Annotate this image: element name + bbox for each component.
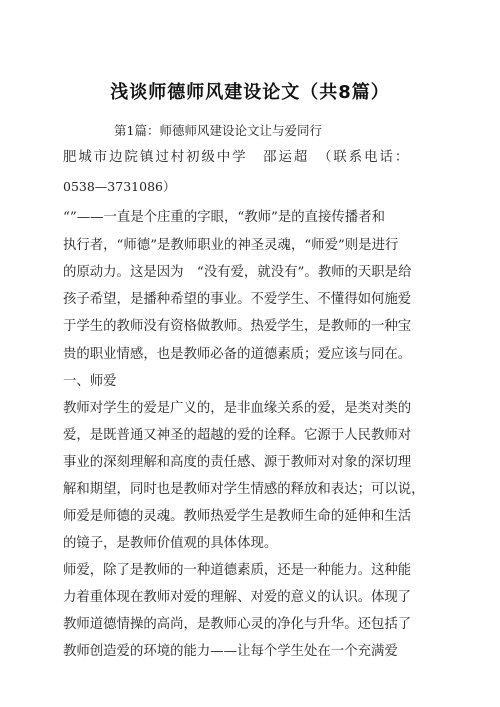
paragraph-3-line: 教师道德情操的高尚，是教师心灵的净化与升华。还包括了 xyxy=(63,617,412,632)
paragraph-2-line: 爱，是既普通又神圣的超越的爱的诠释。它源于人民教师对 xyxy=(63,428,412,443)
paragraph-2-line: 教师对学生的爱是广义的，是非血缘关系的爱，是类对类的 xyxy=(63,401,412,416)
paragraph-1-line: 的原动力。这是因为 “没有爱，就没有”。教师的天职是给 xyxy=(63,265,412,280)
author-line: 肥城市边院镇过村初级中学 邵运超 （联系电话： xyxy=(63,150,411,165)
paragraph-1-line: 于学生的教师没有资格做教师。热爱学生，是教师的一种宝 xyxy=(63,319,412,334)
section-title: 第1篇：师德师风建设论文让与爱同行 xyxy=(114,123,322,138)
paragraph-2-line: 事业的深刻理解和高度的责任感、源于教师对对象的深切理 xyxy=(63,455,412,470)
paragraph-2-line: 解和期望，同时也是教师对学生情感的释放和表达；可以说， xyxy=(63,482,425,497)
paragraph-2-line: 师爱是师德的灵魂。教师热爱学生是教师生命的延伸和生活 xyxy=(63,509,412,524)
paragraph-1-line: 贵的职业情感，也是教师必备的道德素质；爱应该与同在。 xyxy=(63,347,412,362)
document-title: 浅谈师德师风建设论文（共8篇） xyxy=(110,82,390,103)
phone-line: 0538—3731086） xyxy=(63,179,176,194)
paragraph-3-line: 教师创造爱的环境的能力——让每个学生处在一个充满爱 xyxy=(63,644,398,659)
paragraph-3-line: 师爱，除了是教师的一种道德素质，还是一种能力。这种能 xyxy=(63,563,412,578)
paragraph-2-line: 的镜子，是教师价值观的具体体现。 xyxy=(63,536,278,551)
paragraph-1-line: “”——一直是个庄重的字眼，“教师”是的直接传播者和 xyxy=(63,210,385,225)
paragraph-3-line: 力着重体现在教师对爱的理解、对爱的意义的认识。体现了 xyxy=(63,590,412,605)
section-heading: 一、师爱 xyxy=(63,374,117,389)
paragraph-1-line: 执行者，“师德”是教师职业的神圣灵魂，“师爱”则是进行 xyxy=(63,238,399,253)
paragraph-1-line: 孩子希望，是播种希望的事业。不爱学生、不懂得如何施爱 xyxy=(63,292,412,307)
